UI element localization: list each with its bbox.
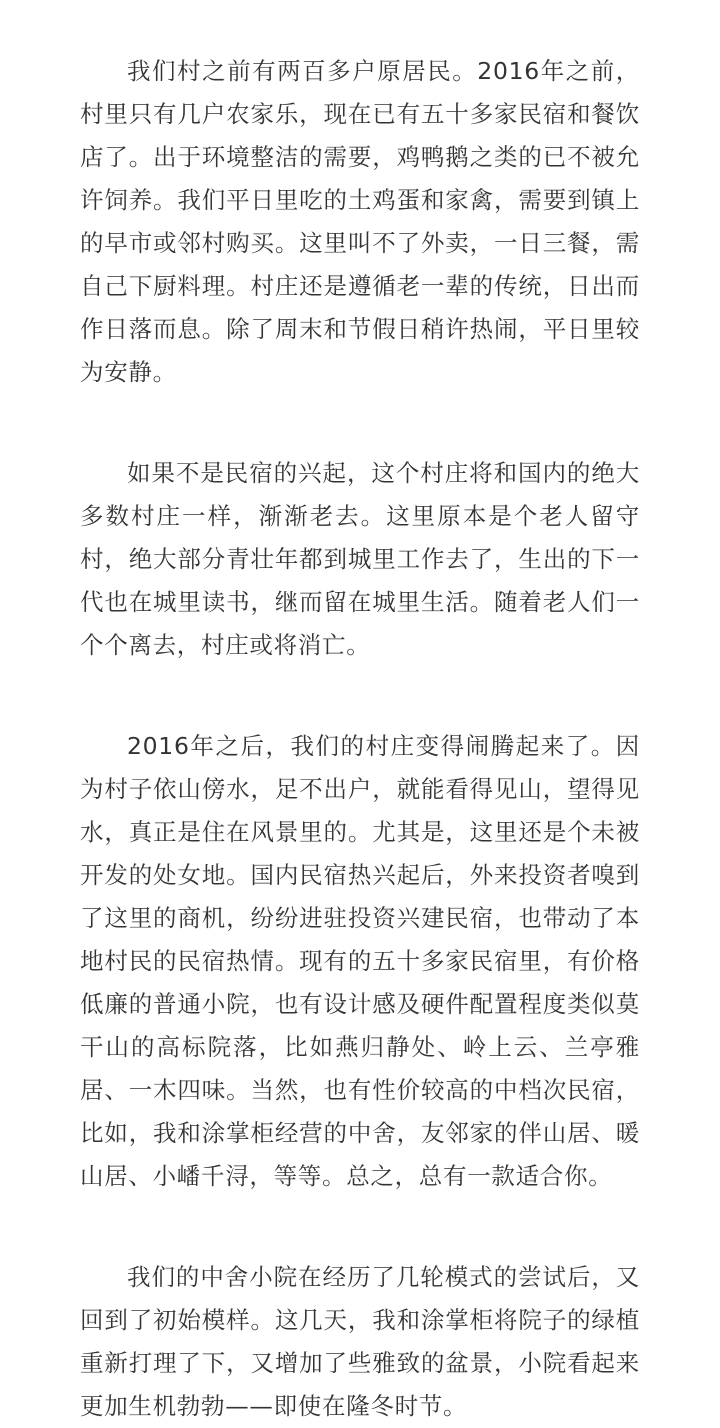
- paragraph-4: 我们的中舍小院在经历了几轮模式的尝试后，又回到了初始模样。这几天，我和涂掌柜将院子的绿植重新打理了下，又增加了些雅致的盆景，小院看起来更加生机勃勃——即使在隆冬时节。: [80, 1263, 640, 1420]
- paragraph-3: 2016年之后，我们的村庄变得闹腾起来了。因为村子依山傍水，足不出户，就能看得见山，望得见水，真正是住在风景里的。尤其是，这里还是个未被开发的处女地。国内民宿热兴起后，外来投资者嗅到了这里的商机，纷纷进驻投资兴建民宿，也带动了本地村民的民宿热情。现有的五十多家民宿里，有价格低廉的普通小院，也有设计感及硬件配置程度类似莫干山的高标院落，比如燕归静处、岭上云、兰亭雅居、一木四味。当然，也有性价较高的中档次民宿，比如，我和涂掌柜经营的中舍，友邻家的伴山居、暖山居、小嶓千浔，等等。总之，总有一款适合你。: [80, 732, 640, 1190]
- paragraph-1: 我们村之前有两百多户原居民。2016年之前，村里只有几户农家乐，现在已有五十多家民宿和餐饮店了。出于环境整洁的需要，鸡鸭鹅之类的已不被允许饲养。我们平日里吃的土鸡蛋和家禽，需要到镇上的早市或邻村购买。这里叫不了外卖，一日三餐，需自己下厨料理。村庄还是遵循老一辈的传统，日出而作日落而息。除了周末和节假日稍许热闹，平日里较为安静。: [80, 57, 640, 386]
- paragraph-2: 如果不是民宿的兴起，这个村庄将和国内的绝大多数村庄一样，渐渐老去。这里原本是个老人留守村，绝大部分青壮年都到城里工作去了，生出的下一代也在城里读书，继而留在城里生活。随着老人们一个个离去，村庄或将消亡。: [80, 459, 640, 659]
- article-body: [80, 50, 640, 1428]
